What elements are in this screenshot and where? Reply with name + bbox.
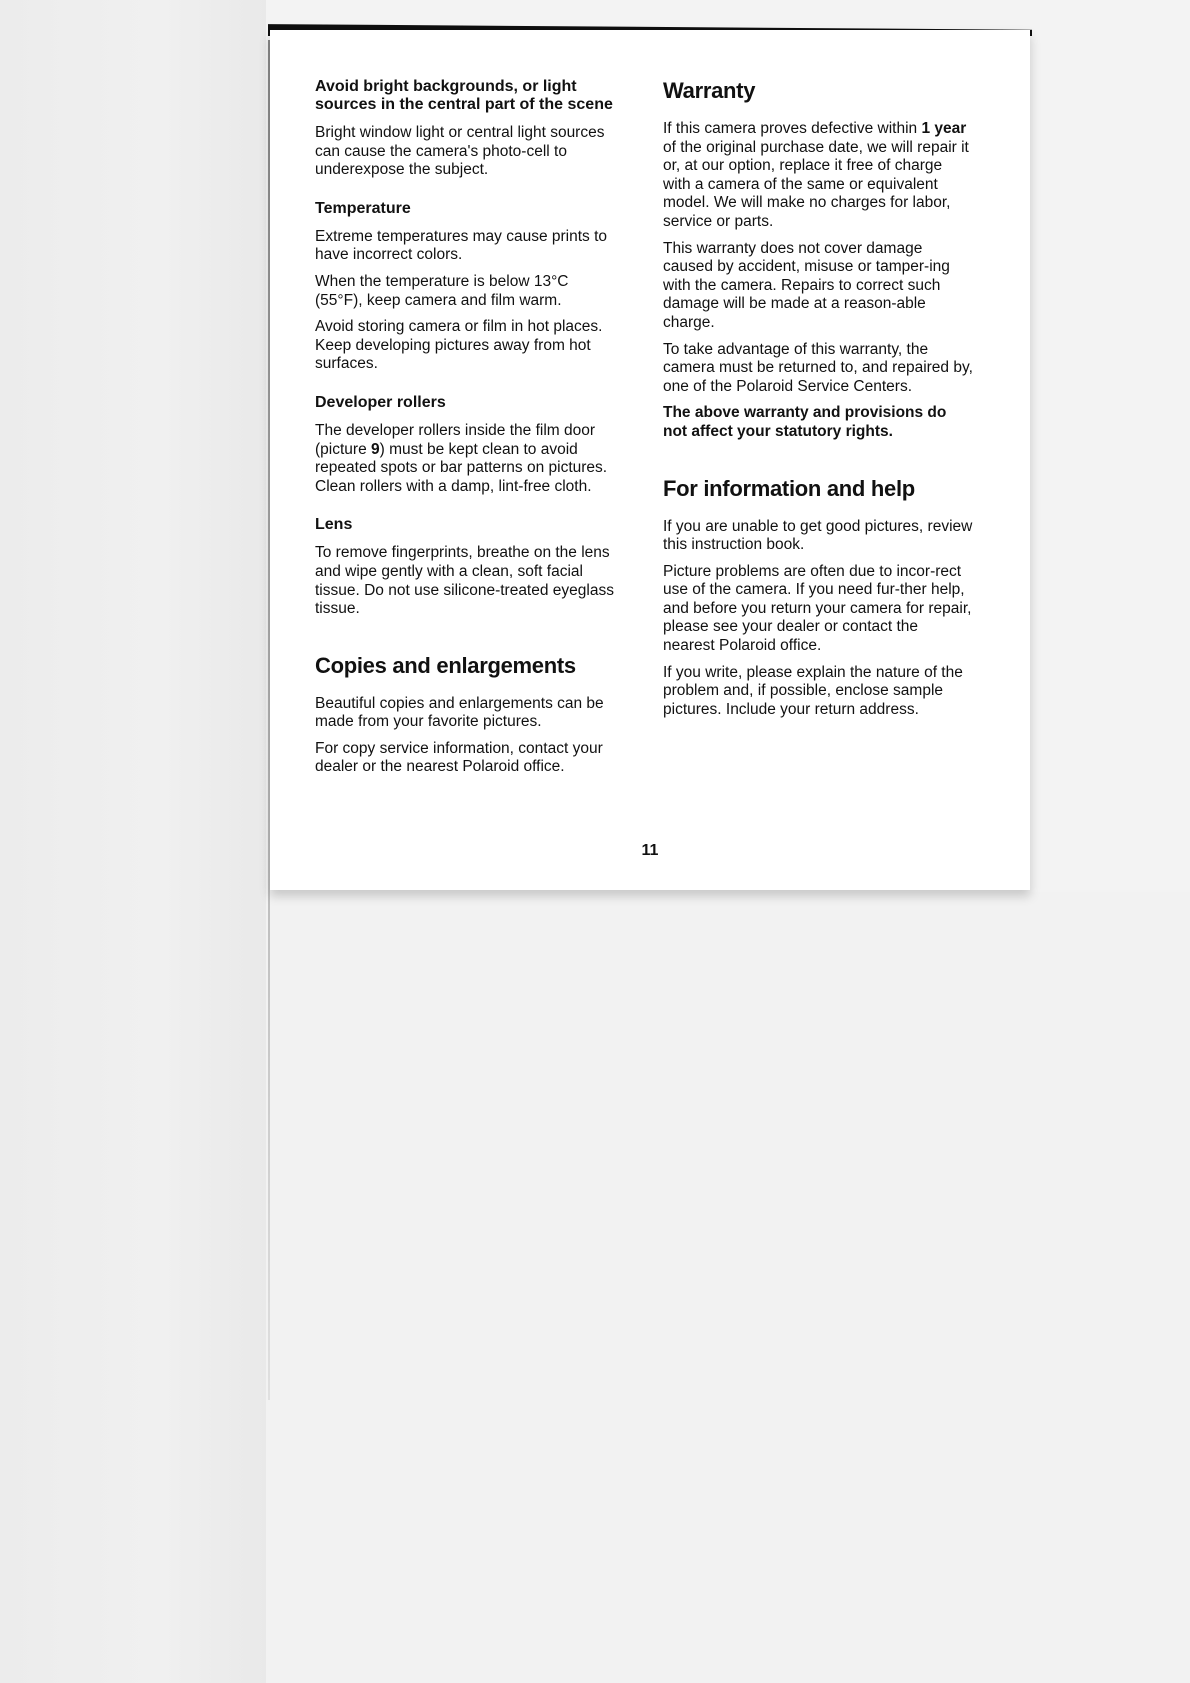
- copies-heading: Copies and enlargements: [315, 652, 576, 678]
- left-column: [315, 78, 615, 785]
- warranty-p1-start: If this camera proves defective within: [663, 120, 922, 137]
- temperature-paragraph-3: Avoid storing camera or film in hot places. Keep developing pictures away from hot surfaces.: [315, 318, 603, 373]
- warranty-paragraph-3: To take advantage of this warranty, the camera must be returned to, and repaired by, one of the Polaroid Service Centers.: [663, 340, 973, 395]
- rollers-body-end: ) must be kept clean to avoid repeated spots or bar patterns on pictures. Clean rollers with a damp, lint-free cloth.: [315, 440, 608, 495]
- warranty-p1-end: of the original purchase date, we will repair it or, at our option, replace it free of charge with a camera of the same or equivalent model. We will make no charges for labor, service or parts.: [663, 138, 969, 230]
- warranty-period: 1 year: [921, 120, 967, 137]
- lens-body: To remove fingerprints, breathe on the lens and wipe gently with a clean, soft facial tissue. Do not use silicone-treated eyeglass tissue.: [315, 544, 614, 618]
- help-paragraph-3: If you write, please explain the nature of the problem and, if possible, enclose sample pictures. Include your return address.: [663, 663, 963, 718]
- warranty-paragraph-1: [663, 120, 973, 232]
- scan-background-lower: [266, 892, 1190, 1683]
- lens-heading: Lens: [315, 516, 353, 534]
- right-column: [663, 78, 973, 727]
- temperature-paragraph-2: When the temperature is below 13°C (55°F), keep camera and film warm.: [315, 272, 569, 309]
- copies-paragraph-2: For copy service information, contact your dealer or the nearest Polaroid office.: [315, 739, 603, 776]
- page-number: 11: [641, 842, 659, 859]
- warranty-paragraph-2: This warranty does not cover damage caused by accident, misuse or tamper-ing with the camera. Repairs to correct such damage will be made at a reason-able charge.: [663, 239, 950, 331]
- rollers-picture-ref: 9: [371, 440, 380, 458]
- copies-paragraph-1: Beautiful copies and enlargements can be made from your favorite pictures.: [315, 694, 604, 731]
- backgrounds-heading: Avoid bright backgrounds, or light sources in the central part of the scene: [315, 78, 613, 113]
- warranty-heading: Warranty: [663, 78, 756, 103]
- warranty-statutory-note: The above warranty and provisions do not affect your statutory rights.: [663, 404, 947, 440]
- manual-page: [270, 30, 1030, 890]
- backgrounds-body: Bright window light or central light sources can cause the camera's photo-cell to underexpose the subject.: [315, 124, 605, 179]
- help-paragraph-2: Picture problems are often due to incor-rect use of the camera. If you need fur-ther help, and before you return your camera for repair, please see your dealer or contact the nearest Polaroid office.: [663, 562, 972, 655]
- temperature-paragraph-1: Extreme temperatures may cause prints to have incorrect colors.: [315, 227, 608, 264]
- rollers-body: [315, 422, 615, 496]
- help-paragraph-1: If you are unable to get good pictures, review this instruction book.: [663, 517, 973, 554]
- scan-background-left: [0, 0, 266, 1683]
- help-heading: For information and help: [663, 475, 915, 501]
- temperature-heading: Temperature: [315, 199, 411, 217]
- rollers-body-start: The developer rollers inside the film door (picture: [315, 421, 595, 458]
- rollers-heading: Developer rollers: [315, 393, 446, 411]
